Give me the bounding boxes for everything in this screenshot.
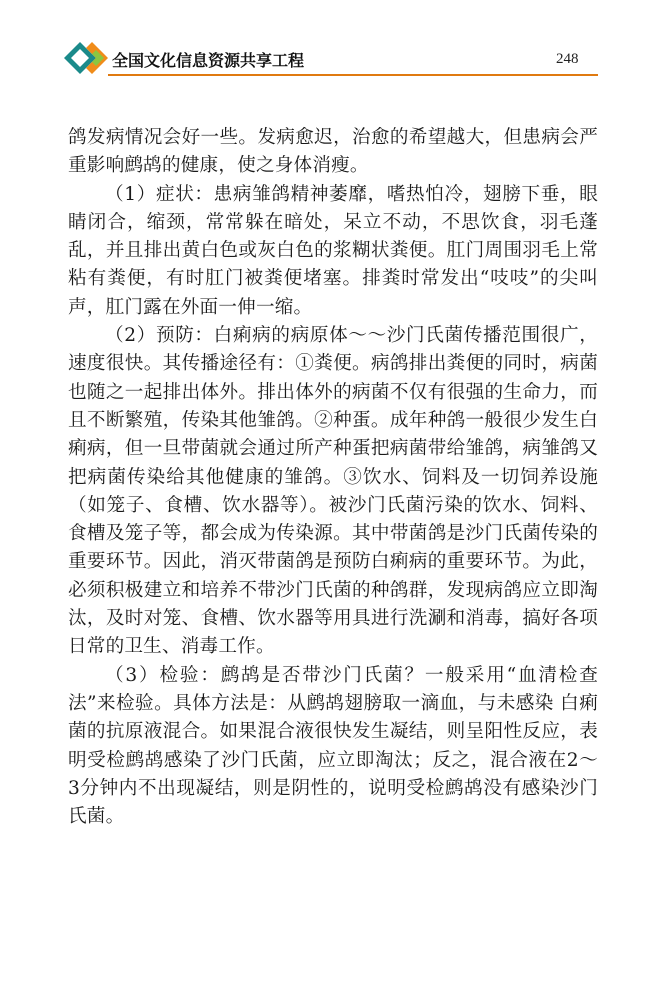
body-text [68, 124, 598, 831]
header-title: 全国文化信息资源共享工程 [112, 51, 305, 70]
cultural-project-logo-icon [62, 40, 112, 76]
paragraph-prevention: （2）预防：白痢病的病原体～～沙门氏菌传播范围很广，速度很快。其传播途径有：①粪便。病鸽排出粪便的同时，病菌也随之一起排出体外。排出体外的病菌不仅有很强的生命力，而且不断繁殖，传染其他雏鸽。②种蛋。成年种鸽一般很少发生白痢病，但一旦带菌就会通过所产种蛋把病菌带给雏鸽，病雏鸽又把病菌传染给其他健康的雏鸽。③饮水、饲料及一切饲养设施（如笼子、食槽、饮水器等）。被沙门氏菌污染的饮水、饲料、食槽及笼子等，都会成为传染源。其中带菌鸽是沙门氏菌传染的重要环节。因此，消灭带菌鸽是预防白痢病的重要环节。为此，必须积极建立和培养不带沙门氏菌的种鸽群，发现病鸽应立即淘汰，及时对笼、食槽、饮水器等用具进行洗涮和消毒，搞好各项日常的卫生、消毒工作。 [68, 325, 598, 658]
paragraph-symptoms: （1）症状：患病雏鸽精神萎靡，嗜热怕冷，翅膀下垂，眼睛闭合，缩颈，常常躲在暗处，呆立不动，不思饮食，羽毛蓬乱，并且排出黄白色或灰白色的浆糊状粪便。肛门周围羽毛上常粘有粪便，有时肛门被粪便堵塞。排粪时常发出“吱吱”的尖叫声，肛门露在外面一伸一缩。 [68, 183, 598, 318]
page-number: 248 [556, 51, 579, 67]
paragraph-continuation: 鸽发病情况会好一些。发病愈迟，治愈的希望越大，但患病会严重影响鹧鸪的健康，使之身体消瘦。 [68, 127, 598, 177]
paragraph-testing: （3）检验：鹧鸪是否带沙门氏菌？一般采用“血清检查法”来检验。具体方法是：从鹧鸪翅膀取一滴血，与未感染 白痢菌的抗原液混合。如果混合液很快发生凝结，则呈阳性反应，表明受检鹧鸪感染了沙门氏菌，应立即淘汰；反之，混合液在2～3分钟内不出现凝结，则是阴性的，说明受检鹧鸪没有感染沙门氏菌。 [68, 664, 598, 828]
page-header [0, 0, 646, 80]
header-divider [108, 74, 598, 76]
